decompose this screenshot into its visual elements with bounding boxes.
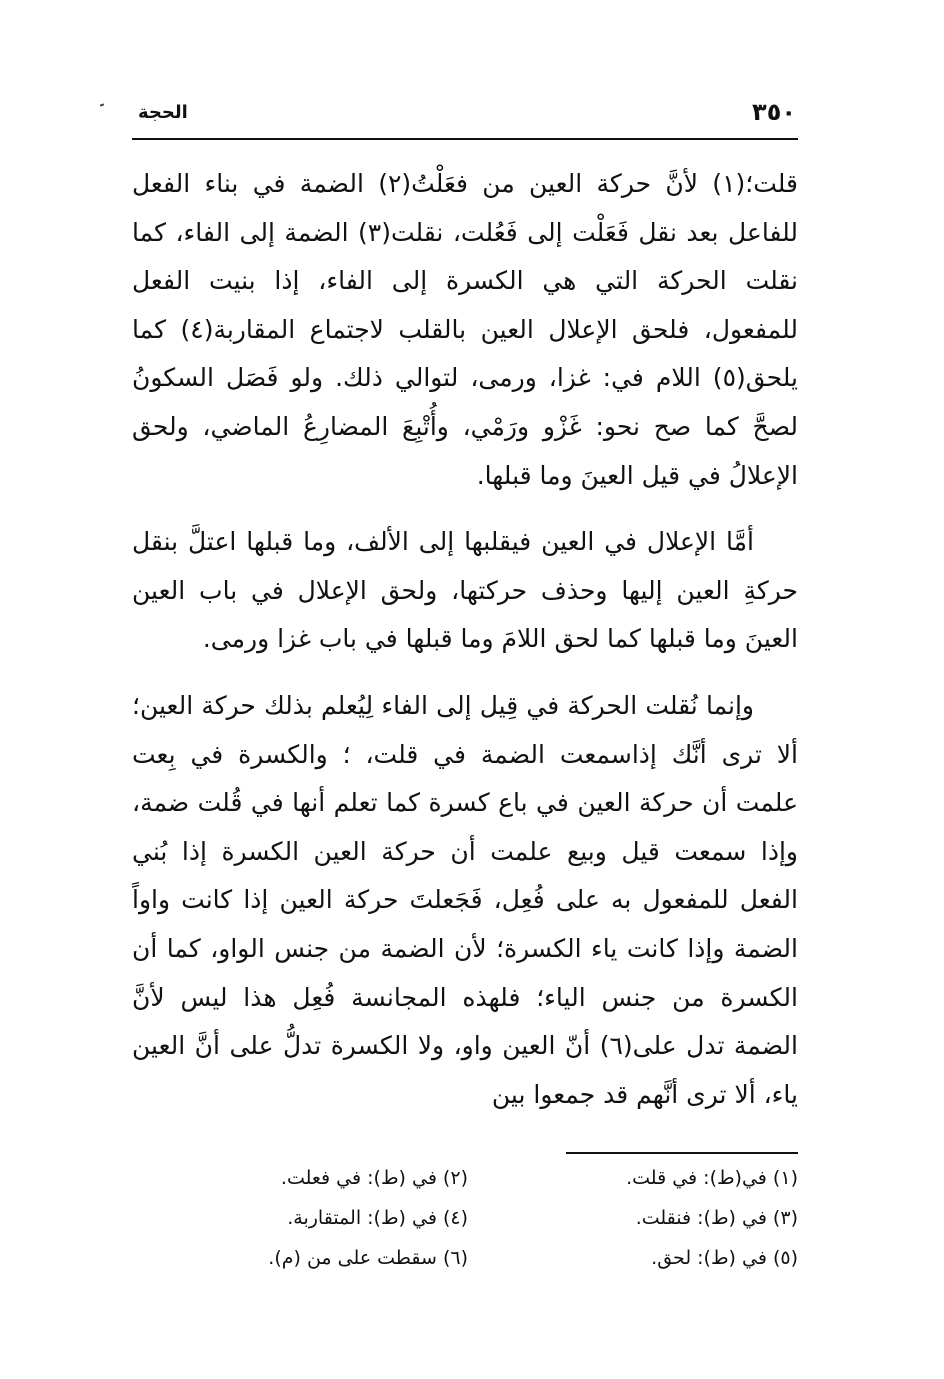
footnotes: [132, 1158, 798, 1278]
footnote: (٦) سقطت على من (م).: [268, 1247, 468, 1269]
footnote-divider: [566, 1152, 798, 1154]
paragraph: قلت؛(١) لأنَّ حركة العين من فعَلْتُ(٢) الضمة في بناء الفعل للفاعل بعد نقل فَعَلْت إلى فَعُلت، نقلت(٣) الضمة إلى الفاء، كما نقلت الحركة التي هي الكسرة إلى الفاء، إذا بنيت الفعل للمفعول، فلحق الإعلال العين بالقلب لاجتماع المقاربة(٤) كما يلحق(٥) اللام في: غزا، ورمى، لتوالي ذلك. ولو فَصَل السكونُ لصحَّ كما صح نحو: غَزْو ورَمْي، وأُتْبِعَ المضارِعُ الماضي، ولحق الإعلالُ في قيل العينَ وما قبلها.: [132, 169, 798, 490]
paragraph: وإنما نُقلت الحركة في قِيل إلى الفاء لِيُعلم بذلك حركة العين؛ ألا ترى أنَّك إذاسمعت الضمة في قلت، ؛ والكسرة في بِعت علمت أن حركة العين في باع كسرة كما تعلم أنها في قُلت ضمة، وإذا سمعت قيل وبيع علمت أن حركة العين الكسرة إذا بُني الفعل للمفعول به على فُعِل، فَجَعلتَ حركة العين إذا كانت واواً الضمة وإذا كانت ياء الكسرة؛ لأن الضمة من جنس الواو، كما أن الكسرة من جنس الياء؛ فلهذه المجانسة فُعِل هذا ليس لأنَّ الضمة تدل على(٦) أنّ العين واو، ولا الكسرة تدلُّ على أنَّ العين ياء، ألا ترى أنَّهم قد جمعوا بين: [132, 690, 798, 1109]
stray-ink-mark: [100, 103, 104, 106]
page-header: [132, 98, 796, 134]
main-text: [132, 160, 798, 1137]
paragraph: أمَّا الإعلال في العين فيقلبها إلى الألف، وما قبلها اعتلَّ بنقل حركةِ العين إليها وحذف حركتها، ولحق الإعلال في باب العين العينَ وما قبلها كما لحق اللامَ وما قبلها في باب غزا ورمى.: [132, 527, 798, 654]
footnote: (٤) في (ط): المتقاربة.: [287, 1207, 468, 1229]
footnote-row: [132, 1158, 798, 1198]
running-title: الحجة: [138, 102, 188, 123]
footnote: (٢) في (ط): في فعلت.: [280, 1167, 468, 1189]
footnote: (٥) في (ط): لحق.: [651, 1247, 798, 1269]
footnote-row: [132, 1198, 798, 1238]
footnote: (٣) في (ط): فنقلت.: [635, 1207, 798, 1229]
footnote-row: [132, 1238, 798, 1278]
page-number: ٣٥٠: [752, 98, 796, 126]
header-divider: [132, 138, 798, 140]
footnote: (١) في(ط): في قلت.: [626, 1167, 798, 1189]
